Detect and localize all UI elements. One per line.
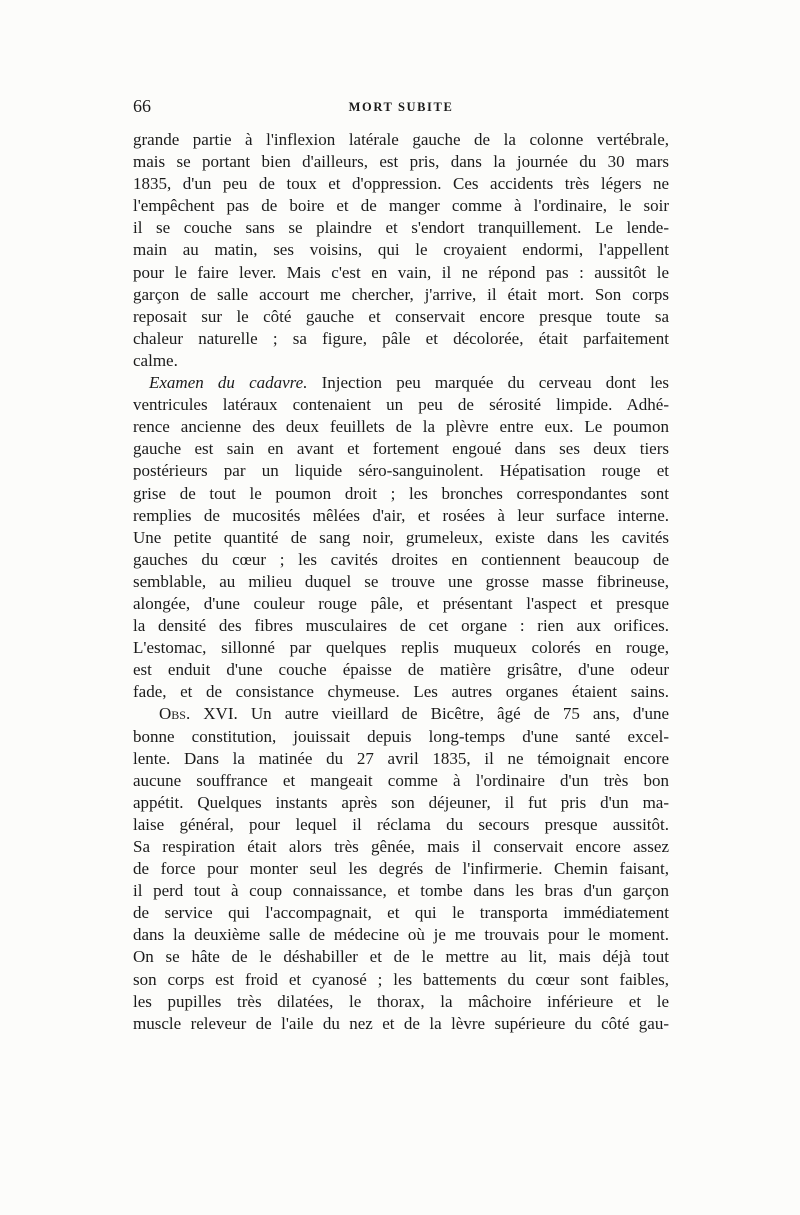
text-run: Injection peu marquée du cerveau dont les [321, 373, 669, 393]
text-line: ventricules latéraux contenaient un peu de sérosité limpide. Adhé- [133, 395, 669, 415]
text-line: alongée, d'une couleur rouge pâle, et présentant l'aspect et presque [133, 593, 669, 613]
text-run: Un autre vieillard de Bicêtre, âgé de 75 ans, d'une [250, 704, 669, 724]
text-line: lente. Dans la matinée du 27 avril 1835, il ne témoignait encore [133, 748, 669, 768]
running-title: MORT SUBITE [348, 100, 454, 114]
text-line-first [133, 372, 669, 394]
text-line: il perd tout à coup connaissance, et tombe dans les bras d'un garçon [133, 881, 669, 901]
text-line: l'empêchent pas de boire et de manger comme à l'ordinaire, le soir [133, 196, 669, 216]
text-line: postérieurs par un liquide séro-sanguinolent. Hépatisation rouge et [133, 461, 669, 481]
text-line: semblable, au milieu duquel se trouve une grosse masse fibrineuse, [133, 571, 669, 591]
text-line: dans la deuxième salle de médecine où je me trouvais pour le moment. [133, 925, 669, 945]
text-line: la densité des fibres musculaires de cet organe : rien aux orifices. [133, 616, 669, 636]
text-line: grise de tout le poumon droit ; les bronches correspondantes sont [133, 483, 669, 503]
text-line: remplies de mucosités mêlées d'air, et rosées à leur surface interne. [133, 505, 669, 525]
text-line: On se hâte de le déshabiller et de le mettre au lit, mais déjà tout [133, 947, 669, 967]
page-number: 66 [133, 96, 151, 116]
text-line: gauche est sain en avant et fortement engoué dans ses deux tiers [133, 439, 669, 459]
observation-label: Obs. XVI. [159, 704, 238, 724]
text-line: gauches du cœur ; les cavités droites en contiennent beaucoup de [133, 549, 669, 569]
text-line: reposait sur le côté gauche et conservait encore presque toute sa [133, 306, 669, 326]
section-heading-italic: Examen du cadavre. [149, 373, 308, 393]
text-line: de service qui l'accompagnait, et qui le transporta immédiatement [133, 903, 669, 923]
text-line: est enduit d'une couche épaisse de matière grisâtre, d'une odeur [133, 660, 669, 680]
text-line: main au matin, ses voisins, qui le croyaient endormi, l'appellent [133, 240, 669, 260]
text-line: calme. [133, 350, 178, 370]
text-line: grande partie à l'inflexion latérale gauche de la colonne vertébrale, [133, 130, 669, 149]
text-line: laise général, pour lequel il réclama du secours presque aussitôt. [133, 814, 669, 834]
text-line: aucune souffrance et mangeait comme à l'ordinaire d'un très bon [133, 770, 669, 790]
body-text [133, 129, 669, 1035]
text-line: muscle releveur de l'aile du nez et de la lèvre supérieure du côté gau- [133, 1013, 669, 1033]
text-line: L'estomac, sillonné par quelques replis muqueux colorés en rouge, [133, 638, 669, 658]
text-line: fade, et de consistance chymeuse. Les autres organes étaient sains. [133, 682, 669, 702]
text-line: garçon de salle accourt me chercher, j'arrive, il était mort. Son corps [133, 284, 669, 304]
page-header [133, 94, 669, 118]
paragraph-2 [133, 372, 669, 703]
text-line: pour le faire lever. Mais c'est en vain, il ne répond pas : aussitôt le [133, 262, 669, 282]
paragraph-3 [133, 703, 669, 1034]
paragraph-1 [133, 129, 669, 372]
text-line-first [133, 703, 669, 725]
text-line: rence ancienne des deux feuillets de la plèvre entre eux. Le poumon [133, 417, 669, 437]
text-line: Sa respiration était alors très gênée, mais il conservait encore assez [133, 837, 669, 856]
text-line: de force pour monter seul les degrés de l'infirmerie. Chemin faisant, [133, 859, 669, 879]
text-line: les pupilles très dilatées, le thorax, la mâchoire inférieure et le [133, 991, 669, 1011]
text-line: appétit. Quelques instants après son déjeuner, il fut pris d'un ma- [133, 792, 669, 812]
text-line: 1835, d'un peu de toux et d'oppression. Ces accidents très légers ne [133, 174, 669, 194]
text-line: il se couche sans se plaindre et s'endort tranquillement. Le lende- [133, 218, 669, 238]
text-line: son corps est froid et cyanosé ; les battements du cœur sont faibles, [133, 969, 669, 989]
text-line: mais se portant bien d'ailleurs, est pris, dans la journée du 30 mars [133, 152, 669, 172]
text-line: Une petite quantité de sang noir, grumeleux, existe dans les cavités [133, 527, 669, 547]
text-line: chaleur naturelle ; sa figure, pâle et décolorée, était parfaitement [133, 328, 669, 348]
text-line: bonne constitution, jouissait depuis long-temps d'une santé excel- [133, 726, 669, 746]
